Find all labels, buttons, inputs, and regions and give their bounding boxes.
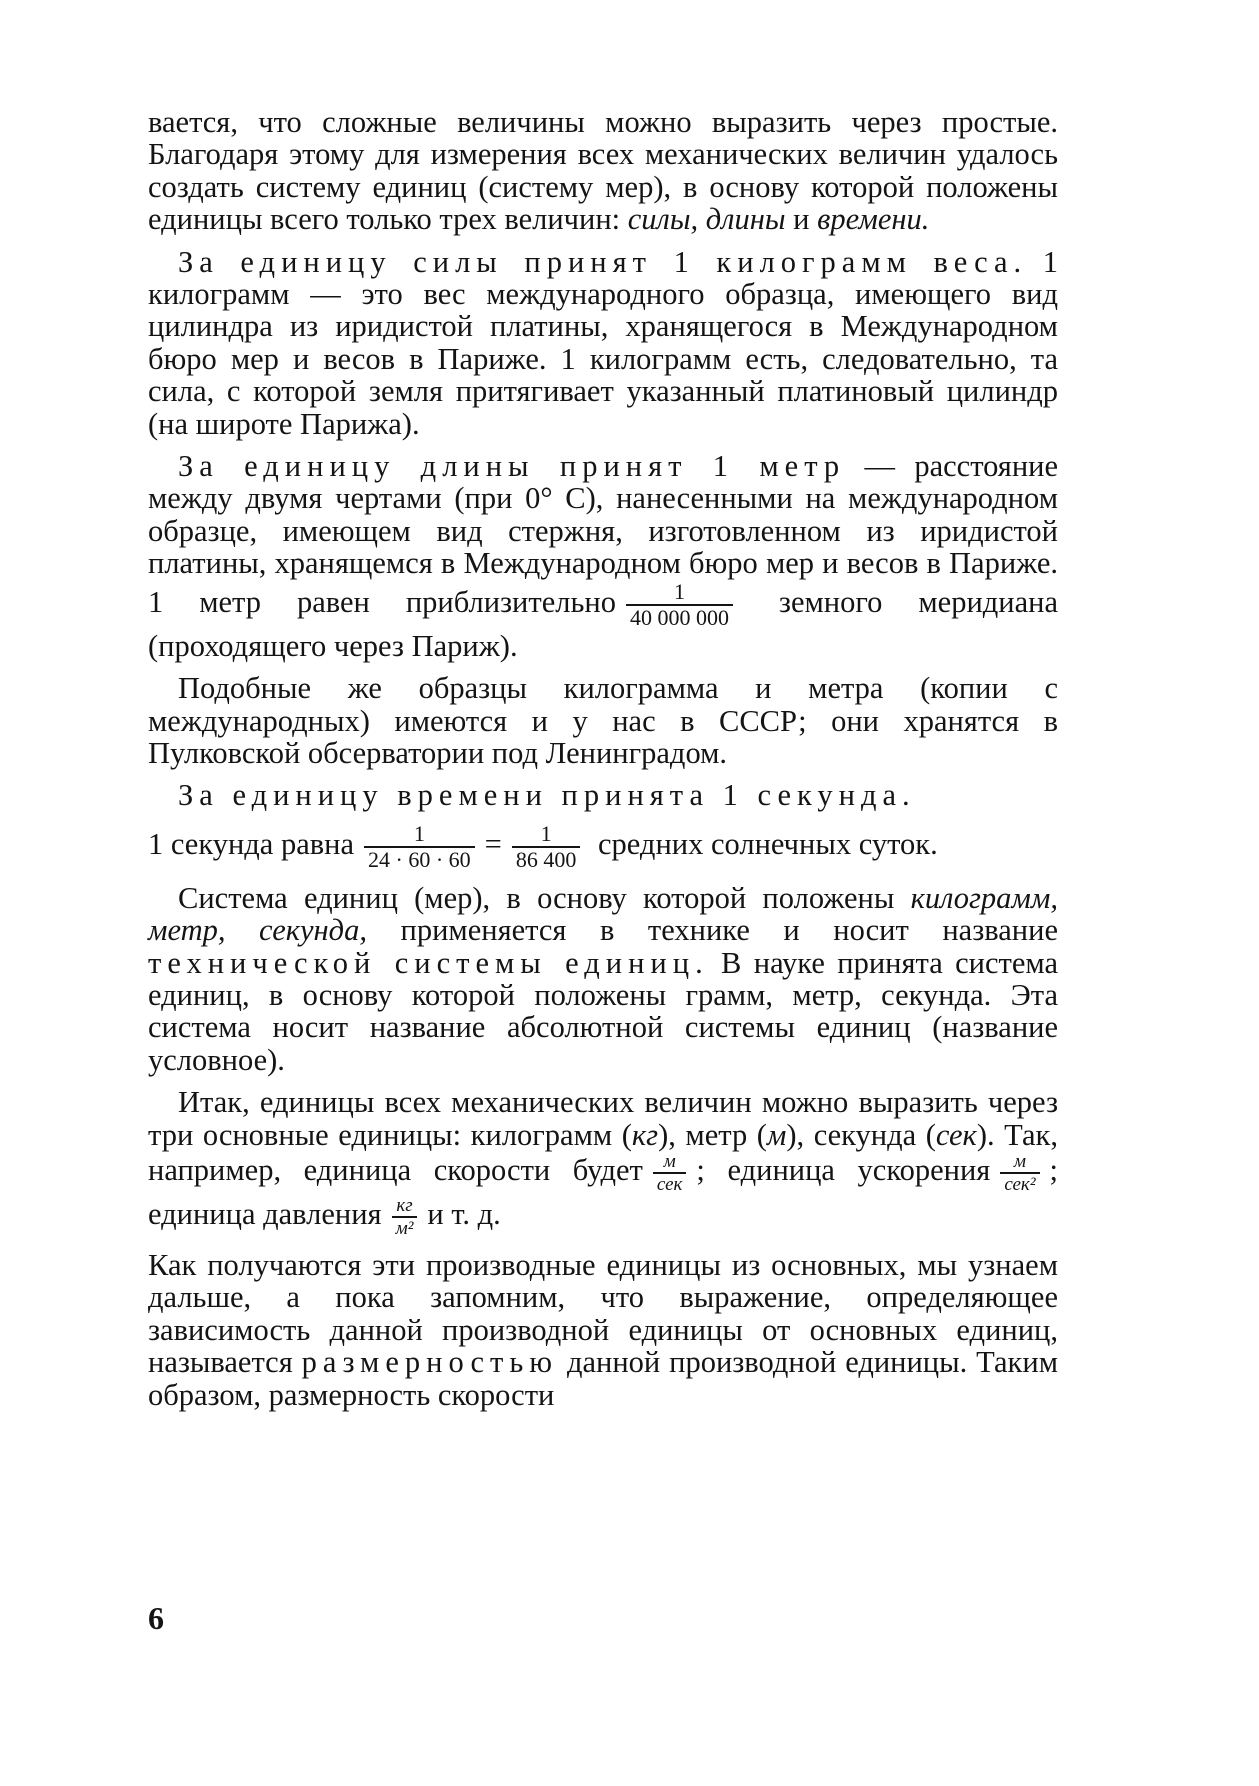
paragraph-7: Система единиц (мер), в основу которой положены килограмм, метр, секунда, применяется в технике и носит название технической системы единиц. В науке принята система единиц, в основу которой положены грамм, метр, секунда. Эта система носит название абсолютной системы единиц (название условное). [148,880,1058,1077]
spaced-technical-system: технической системы единиц. [148,945,709,980]
paragraph-6: 1 секунда равна $\frac{1}{24 \cdot 60 \cdot 60}$ = $\frac{1}{86 400}$ средних солнечных суток. [148,820,938,872]
fraction-seconds-1: $\frac{1}{24 \cdot 60 \cdot 60}$ [364,822,475,872]
spaced-heading-length: За единицу длины принят 1 метр [178,449,846,484]
paragraph-1: вается, что сложные величины можно выразить через простые. Благодаря этому для измерения всех механических величин удалось создать систему единиц (систему мер), в основу которой положены единицы всего только трех величин: силы, длины и времени. [148,105,1058,237]
paragraph-4: Подобные же образцы килограмма и метра (копии с международных) имеются и у нас в СССР; они хранятся в Пулковской обсерватории под Ленинградом. [148,671,1058,770]
paragraph-8: Итак, единицы всех механических величин можно выразить через три основные единицы: килограмм (кг), метр (м), секунда (сек). Так, например, единица скорости будет $\frac{м}{\text{сек}}$ ; единица ускорения $\frac{м}{\text{сек²}}$ ; единица давления $\frac{кг}{\text{м²}}$ и т. д. [148,1085,1059,1239]
fraction-acceleration: $\frac{м}{\text{сек²}}$ [1000,1151,1039,1195]
page-text [148,106,1058,1421]
paragraph-2: За единицу силы принят 1 килограмм веса. 1 килограмм — это вес международного образца, имеющего вид цилиндра из иридистой платины, хранящегося в Международном бюро мер и весов в Париже. 1 килограмм есть, следовательно, та сила, с которой земля притягивает указанный платиновый цилиндр (на широте Парижа). [148,244,1058,441]
paragraph-5 [148,779,1058,811]
paragraph-9: Как получаются эти производные единицы из основных, мы узнаем дальше, а пока запомним, что выражение, определяющее зависимость данной производной единицы от основных единиц, называется размерностью данной производной единицы. Таким образом, размерность скорости [148,1247,1058,1412]
emphasis-time: времени. [817,202,930,237]
spaced-heading-time: За единицу времени принята 1 секунда. [178,778,916,813]
fraction-pressure: $\frac{кг}{\text{м²}}$ [392,1195,418,1239]
fraction-seconds-2: $\frac{1}{86 400}$ [512,822,581,872]
page-number: 6 [148,1600,164,1636]
spaced-dimension: размерностью [301,1345,559,1380]
emphasis-units: килограмм, метр, секунда, [148,880,1058,948]
paragraph-3: За единицу длины принят 1 метр — расстояние между двумя чертами (при 0° С), нанесенными на международном образце, имеющем вид стержня, изготовленном из иридистой платины, хранящемся в Международном бюро мер и весов в Париже. 1 метр равен приблизительно $\frac{1}{40 000 000}$ земного меридиана (проходящего через Париж). [148,449,1059,663]
spaced-heading-force: За единицу силы принят 1 килограмм веса. [178,244,1028,279]
emphasis-forces: силы, длины [627,202,786,237]
fraction-velocity: $\frac{м}{\text{сек}}$ [653,1151,687,1195]
fraction-meridian: $\frac{1}{40 000 000}$ [626,580,733,630]
